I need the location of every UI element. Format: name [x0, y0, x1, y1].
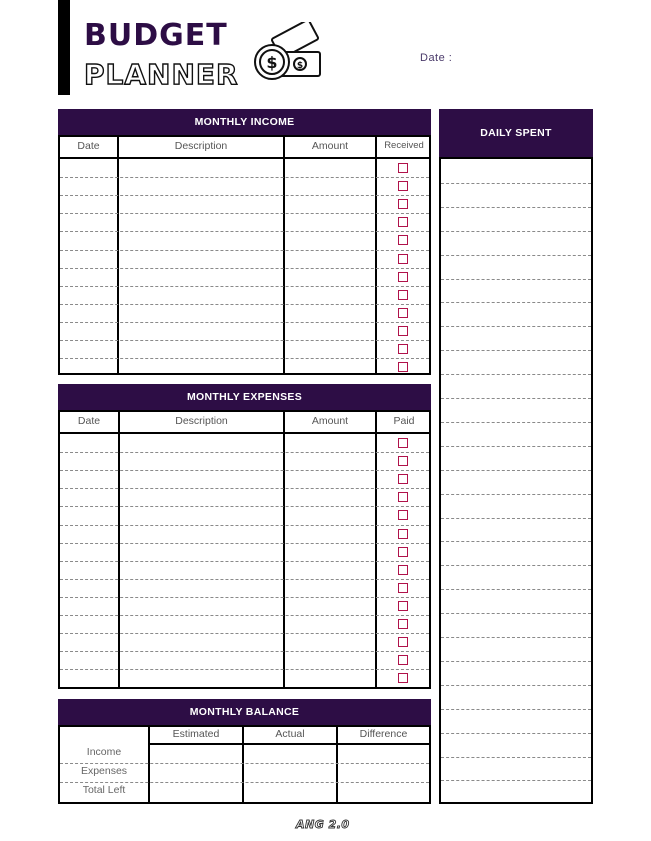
income-row-divider — [60, 213, 429, 214]
expenses-checkbox[interactable] — [398, 547, 408, 557]
monthly-expenses-header: MONTHLY EXPENSES — [58, 384, 431, 410]
expenses-col-divider — [375, 412, 377, 687]
income-col-amount: Amount — [311, 140, 349, 152]
expenses-header-divider — [60, 432, 429, 434]
daily-spent-row-divider — [441, 780, 591, 781]
expenses-row-divider — [60, 633, 429, 634]
income-row-divider — [60, 177, 429, 178]
monthly-expenses-table — [58, 410, 431, 689]
expenses-checkbox[interactable] — [398, 510, 408, 520]
daily-spent-row-divider — [441, 422, 591, 423]
income-checkbox[interactable] — [398, 290, 408, 300]
svg-text:$: $ — [266, 53, 278, 72]
income-col-divider — [283, 137, 285, 373]
daily-spent-row-divider — [441, 541, 591, 542]
expenses-checkbox[interactable] — [398, 438, 408, 448]
daily-spent-row-divider — [441, 374, 591, 375]
expenses-col-divider — [283, 412, 285, 687]
footer-logo: ANG 2.0 — [296, 818, 350, 831]
income-col-received: Received — [384, 140, 424, 151]
income-row-divider — [60, 268, 429, 269]
svg-text:$: $ — [296, 61, 304, 71]
income-row-divider — [60, 322, 429, 323]
balance-col-difference: Difference — [359, 728, 408, 740]
daily-spent-row-divider — [441, 183, 591, 184]
daily-spent-row-divider — [441, 709, 591, 710]
expenses-row-divider — [60, 561, 429, 562]
income-row-divider — [60, 195, 429, 196]
income-row-divider — [60, 250, 429, 251]
daily-spent-row-divider — [441, 398, 591, 399]
daily-spent-row-divider — [441, 470, 591, 471]
expenses-row-divider — [60, 651, 429, 652]
income-checkbox[interactable] — [398, 362, 408, 372]
daily-spent-row-divider — [441, 494, 591, 495]
expenses-checkbox[interactable] — [398, 655, 408, 665]
daily-spent-row-divider — [441, 733, 591, 734]
expenses-checkbox[interactable] — [398, 474, 408, 484]
balance-row-total-left: Total Left — [82, 784, 126, 796]
income-row-divider — [60, 358, 429, 359]
expenses-checkbox[interactable] — [398, 619, 408, 629]
income-header-divider — [60, 157, 429, 159]
expenses-checkbox[interactable] — [398, 529, 408, 539]
income-row-divider — [60, 304, 429, 305]
expenses-row-divider — [60, 452, 429, 453]
expenses-row-divider — [60, 579, 429, 580]
header-accent-bar — [58, 0, 70, 95]
expenses-checkbox[interactable] — [398, 673, 408, 683]
income-checkbox[interactable] — [398, 199, 408, 209]
expenses-row-divider — [60, 669, 429, 670]
daily-spent-row-divider — [441, 446, 591, 447]
balance-row-divider — [60, 782, 429, 783]
balance-col-estimated: Estimated — [172, 728, 220, 740]
title-budget: BUDGET — [84, 18, 228, 53]
balance-col-actual: Actual — [275, 728, 305, 740]
title-planner: PLANNER — [84, 58, 239, 91]
expenses-row-divider — [60, 543, 429, 544]
expenses-checkbox[interactable] — [398, 492, 408, 502]
balance-row-divider — [60, 763, 429, 764]
daily-spent-row-divider — [441, 207, 591, 208]
expenses-col-description: Description — [175, 415, 228, 427]
expenses-checkbox[interactable] — [398, 583, 408, 593]
balance-row-income: Income — [86, 746, 122, 758]
daily-spent-row-divider — [441, 255, 591, 256]
income-checkbox[interactable] — [398, 254, 408, 264]
income-checkbox[interactable] — [398, 308, 408, 318]
expenses-row-divider — [60, 615, 429, 616]
daily-spent-header: DAILY SPENT — [439, 109, 593, 157]
income-checkbox[interactable] — [398, 235, 408, 245]
expenses-row-divider — [60, 506, 429, 507]
daily-spent-row-divider — [441, 302, 591, 303]
income-checkbox[interactable] — [398, 326, 408, 336]
daily-spent-row-divider — [441, 757, 591, 758]
daily-spent-row-divider — [441, 637, 591, 638]
expenses-col-date: Date — [77, 415, 101, 427]
expenses-col-amount: Amount — [311, 415, 349, 427]
daily-spent-row-divider — [441, 350, 591, 351]
daily-spent-row-divider — [441, 565, 591, 566]
expenses-checkbox[interactable] — [398, 565, 408, 575]
income-checkbox[interactable] — [398, 163, 408, 173]
income-col-divider — [117, 137, 119, 373]
monthly-income-table — [58, 135, 431, 375]
daily-spent-row-divider — [441, 518, 591, 519]
expenses-row-divider — [60, 597, 429, 598]
balance-col-divider — [242, 727, 244, 802]
balance-col-divider — [148, 727, 150, 802]
expenses-row-divider — [60, 470, 429, 471]
monthly-income-header: MONTHLY INCOME — [58, 109, 431, 135]
daily-spent-row-divider — [441, 231, 591, 232]
monthly-balance-table — [58, 725, 431, 804]
expenses-checkbox[interactable] — [398, 456, 408, 466]
expenses-row-divider — [60, 525, 429, 526]
balance-row-expenses: Expenses — [80, 765, 128, 777]
income-row-divider — [60, 231, 429, 232]
income-checkbox[interactable] — [398, 344, 408, 354]
income-col-description: Description — [174, 140, 228, 152]
daily-spent-row-divider — [441, 661, 591, 662]
daily-spent-row-divider — [441, 279, 591, 280]
income-checkbox[interactable] — [398, 272, 408, 282]
expenses-row-divider — [60, 488, 429, 489]
income-row-divider — [60, 286, 429, 287]
income-checkbox[interactable] — [398, 181, 408, 191]
expenses-checkbox[interactable] — [398, 637, 408, 647]
expenses-checkbox[interactable] — [398, 601, 408, 611]
balance-col-divider — [336, 727, 338, 802]
daily-spent-row-divider — [441, 589, 591, 590]
monthly-balance-header: MONTHLY BALANCE — [58, 699, 431, 725]
daily-spent-row-divider — [441, 326, 591, 327]
daily-spent-table — [439, 157, 593, 804]
income-col-date: Date — [77, 140, 100, 152]
date-label: Date : — [420, 52, 453, 64]
expenses-col-divider — [118, 412, 120, 687]
income-checkbox[interactable] — [398, 217, 408, 227]
income-row-divider — [60, 340, 429, 341]
daily-spent-row-divider — [441, 613, 591, 614]
expenses-col-paid: Paid — [393, 415, 415, 427]
income-col-divider — [375, 137, 377, 373]
daily-spent-row-divider — [441, 685, 591, 686]
money-icon — [252, 22, 322, 82]
balance-header-divider — [148, 743, 429, 745]
